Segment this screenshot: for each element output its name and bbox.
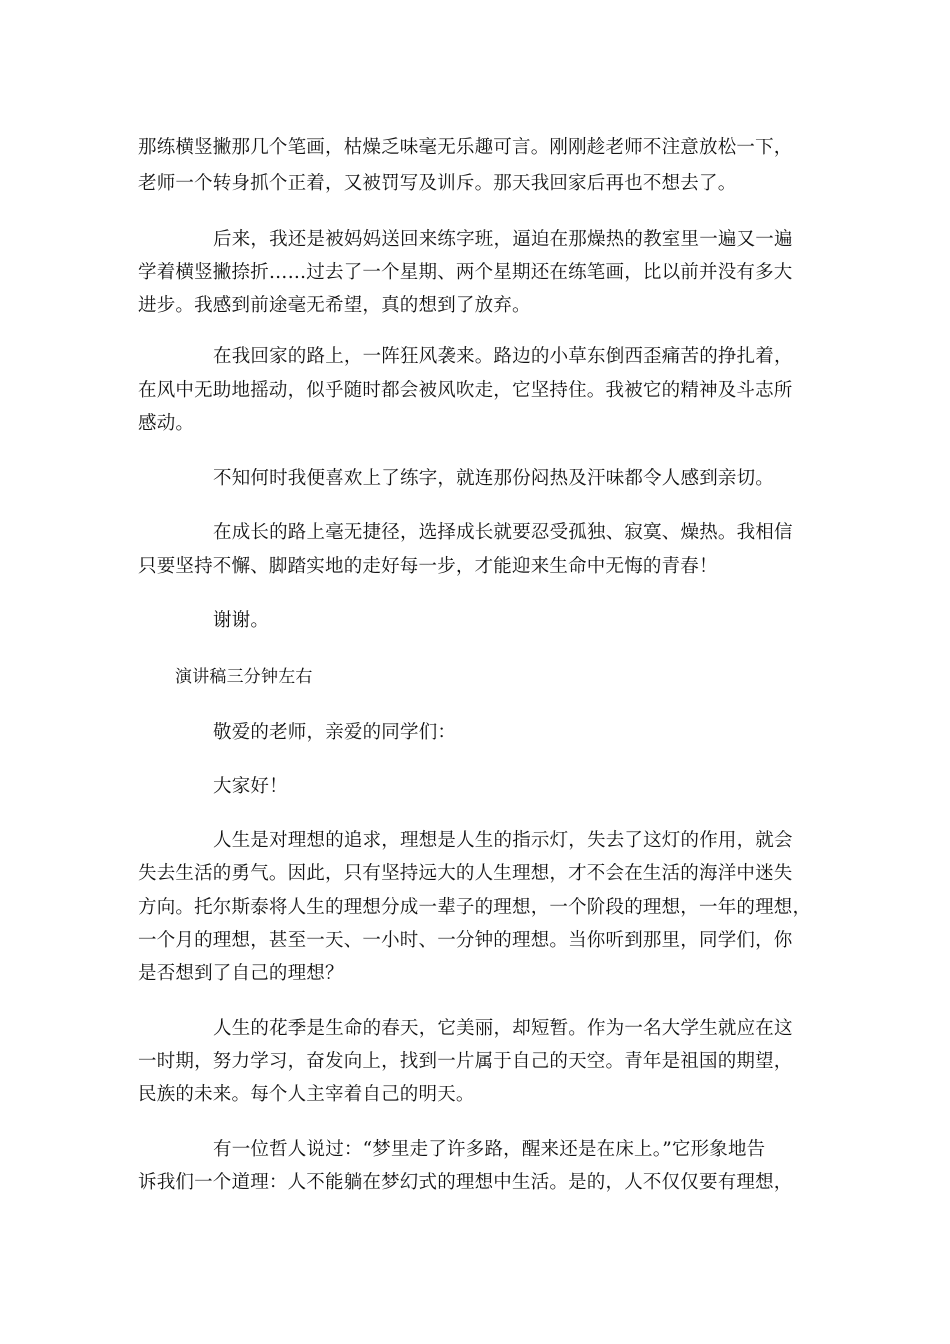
- text-line: 不知何时我便喜欢上了练字，就连那份闷热及汗味都令人感到亲切。: [213, 468, 775, 489]
- text-line: 诉我们一个道理：人不能躺在梦幻式的理想中生活。是的，人不仅仅要有理想，: [138, 1172, 793, 1193]
- text-line: 只要坚持不懈、脚踏实地的走好每一步，才能迎来生命中无悔的青春！: [138, 556, 718, 577]
- text-line: 老师一个转身抓个正着，又被罚写及训斥。那天我回家后再也不想去了。: [138, 173, 737, 194]
- text-line: 是否想到了自己的理想？: [138, 963, 344, 984]
- text-line: 在成长的路上毫无捷径，选择成长就要忍受孤独、寂寞、燥热。我相信: [213, 522, 793, 543]
- text-line: 在风中无助地摇动，似乎随时都会被风吹走，它坚持住。我被它的精神及斗志所: [138, 380, 793, 401]
- text-line: 那练横竖撇那几个笔画，枯燥乏味毫无乐趣可言。刚刚趁老师不注意放松一下，: [138, 137, 793, 158]
- text-line: 方向。托尔斯泰将人生的理想分成一辈子的理想，一个阶段的理想，一年的理想，: [138, 897, 812, 918]
- section-heading: 演讲稿三分钟左右: [175, 667, 313, 687]
- text-line: 有一位哲人说过：“梦里走了许多路，醒来还是在床上。”它形象地告: [213, 1139, 766, 1160]
- text-line: 人生是对理想的追求，理想是人生的指示灯，失去了这灯的作用，就会: [213, 830, 793, 851]
- text-line: 失去生活的勇气。因此，只有坚持远大的人生理想，才不会在生活的海洋中迷失: [138, 863, 793, 884]
- text-line: 在我回家的路上，一阵狂风袭来。路边的小草东倒西歪痛苦的挣扎着，: [213, 346, 793, 367]
- text-line: 后来，我还是被妈妈送回来练字班，逼迫在那燥热的教室里一遍又一遍: [213, 229, 793, 250]
- text-line: 民族的未来。每个人主宰着自己的明天。: [138, 1084, 475, 1105]
- text-line: 学着横竖撇捺折……过去了一个星期、两个星期还在练笔画，比以前并没有多大: [138, 262, 793, 283]
- greeting: 大家好！: [213, 776, 288, 797]
- salutation: 敬爱的老师，亲爱的同学们：: [213, 722, 457, 743]
- text-line: 进步。我感到前途毫无希望，真的想到了放弃。: [138, 295, 531, 316]
- text-line: 谢谢。: [213, 610, 270, 631]
- text-line: 一个月的理想，甚至一天、一小时、一分钟的理想。当你听到那里，同学们，你: [138, 930, 793, 951]
- text-line: 人生的花季是生命的春天，它美丽，却短暂。作为一名大学生就应在这: [213, 1018, 793, 1039]
- text-line: 感动。: [138, 413, 195, 434]
- text-line: 一时期，努力学习，奋发向上，找到一片属于自己的天空。青年是祖国的期望，: [138, 1051, 793, 1072]
